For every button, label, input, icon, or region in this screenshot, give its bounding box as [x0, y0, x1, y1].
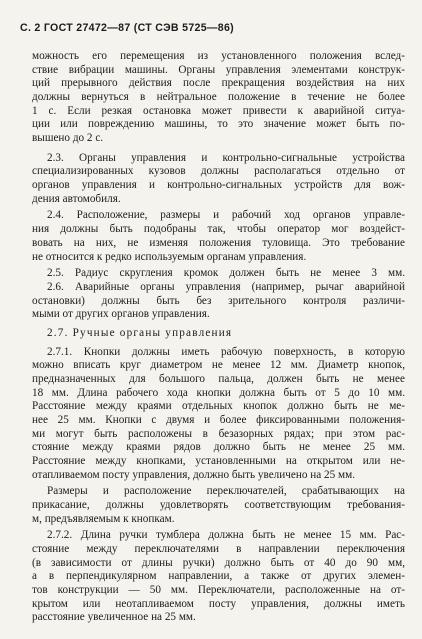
text-line: дения автомобиля.	[32, 192, 121, 205]
paragraph-2-3: 2.3. Органы управления и контрольно-сигнальные устройства	[47, 151, 405, 164]
text-line: специализированных кузовов должны располагаться отдельно от	[32, 165, 405, 178]
text-line: вовать на них, не изменяя положения туловища. Это требование	[32, 236, 405, 249]
text-line: ствие вибрации машины. Органы управления элементами конструк-	[32, 63, 405, 76]
paragraph-2-4: 2.4. Расположение, размеры и рабочий ход органов управле-	[47, 209, 405, 222]
text-line: Расстояние между кнопками, установленными на открытом или не-	[32, 454, 405, 467]
paragraph-2-7-2: 2.7.2. Длина ручки тумблера должна быть не менее 15 мм. Рас-	[47, 529, 405, 542]
text-line: м, предъявляемым к кнопкам.	[32, 512, 175, 525]
text-line: остановки) должны быть без зрительного контроля различи-	[32, 294, 405, 307]
text-line: ции или повреждению машины, то это значение может быть по-	[32, 118, 405, 131]
text-line: 18 мм. Длина рабочего хода кнопки должна быть от 5 до 10 мм.	[32, 386, 405, 399]
text-line: ния должны быть подобраны так, чтобы оператор мог воздейст-	[32, 223, 405, 236]
text-line: крытом или неотапливаемом посту управления, должны иметь	[32, 597, 405, 610]
text-line: а в перпендикулярном направлении, а также от других элемен-	[32, 570, 405, 583]
text-line: отапливаемом посту управления, должно быть увеличено на 25 мм.	[32, 468, 356, 481]
text-line: прикасание, должны удовлетворять соответствующим требования-	[32, 498, 405, 511]
text-line: вышено до 2 с.	[32, 132, 104, 144]
paragraph-2-5: 2.5. Радиус скругления кромок должен быть не менее 3 мм.	[47, 267, 405, 280]
text-line: расстояние увеличенное на 25 мм.	[32, 611, 196, 624]
text-line: ций прерывного действия после прекращения воздействия на них	[32, 77, 405, 90]
paragraph-2-7-1: 2.7.1. Кнопки должны иметь рабочую поверхность, в которую	[47, 345, 405, 358]
text-line: стояние между переключателями в направлении переключения	[32, 543, 405, 555]
paragraph-2-6: 2.6. Аварийные органы управления (например, рычаг аварийной	[47, 280, 405, 293]
text-line: можность его перемещения из установленного положения вслед-	[32, 50, 405, 62]
paragraph-switches: Размеры и расположение переключателей, срабатывающих на	[47, 485, 405, 498]
text-line: не относится к редко используемым органам управления.	[32, 250, 307, 263]
text-line: тов конструкции — 50 мм. Переключатели, расположенные на от-	[32, 584, 405, 596]
text-line: 1 с. Если резкая остановка может привести к аварийной ситуа-	[32, 104, 405, 117]
text-line: (в зависимости от длины ручки) должно быть от 40 до 90 мм,	[32, 556, 405, 569]
text-line: органов управления и контрольно-сигнальных устройств для вож-	[32, 179, 405, 192]
text-line: мыми от других органов управления.	[32, 308, 210, 321]
text-line: нее 25 мм. Кнопки с двумя и более фиксированными положения-	[32, 413, 405, 426]
text-line: можно вписать круг диаметром не менее 12 мм. Диаметр кнопок,	[32, 359, 405, 372]
text-line: стояние между краями рядов должно быть не менее 25 мм.	[32, 441, 405, 454]
section-heading-2-7: 2.7. Ручные органы управления	[47, 326, 233, 339]
text-line: Расстояние между краями отдельных кнопок должно быть не ме-	[32, 400, 405, 413]
text-line: должны вернуться в нейтральное положение в течение не более	[32, 91, 405, 103]
text-line: ми могут быть расположены в безазорных рядах; при этом рас-	[32, 427, 405, 440]
page-header: С. 2 ГОСТ 27472—87 (СТ СЭВ 5725—86)	[20, 22, 234, 34]
text-line: предназначенных для большого пальца, должен быть не менее	[32, 372, 405, 385]
